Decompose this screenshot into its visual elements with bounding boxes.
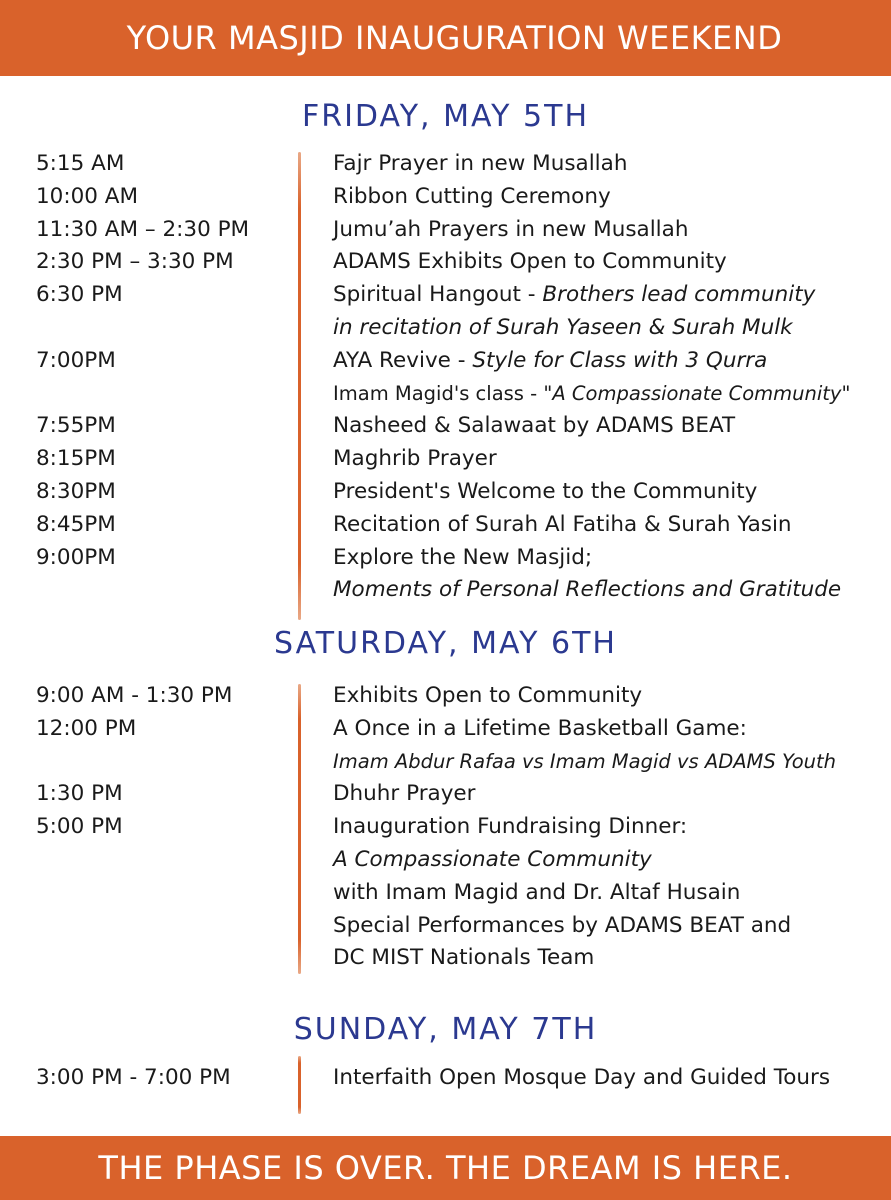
event-line [333, 778, 891, 811]
event-line [333, 345, 891, 378]
bottom-banner [0, 1136, 891, 1200]
event-text: Maghrib Prayer [333, 446, 497, 472]
event-line [333, 509, 891, 542]
event-text: Jumu’ah Prayers in new Musallah [333, 216, 689, 242]
sunday-heading: SUNDAY, MAY 7TH [293, 1012, 598, 1047]
event-text: DC MIST Nationals Team [333, 945, 595, 971]
event-time: 12:00 PM [36, 715, 137, 741]
event-time: 6:30 PM [36, 282, 123, 308]
friday-heading: FRIDAY, MAY 5TH [301, 99, 590, 134]
event-text: Fajr Prayer in new Musallah [333, 151, 628, 176]
event-line [333, 181, 891, 214]
event-description [333, 246, 891, 279]
event-line [333, 574, 891, 607]
event-row [0, 811, 891, 975]
event-row [0, 1062, 891, 1095]
event-text: A Once in a Lifetime Basketball Game: [333, 715, 747, 741]
event-description [333, 778, 891, 811]
event-line [333, 246, 891, 279]
event-row [0, 148, 891, 181]
event-line [333, 746, 891, 779]
event-description [333, 443, 891, 476]
event-text: ADAMS Exhibits Open to Community [333, 249, 727, 275]
event-row [0, 214, 891, 247]
event-text: Dhuhr Prayer [333, 781, 476, 807]
event-time: 5:00 PM [36, 814, 123, 840]
event-description [333, 148, 891, 181]
event-text: with Imam Magid and Dr. Altaf Husain [333, 879, 741, 905]
event-time: 11:30 AM – 2:30 PM [36, 216, 250, 242]
event-row [0, 680, 891, 713]
event-text: Imam Magid's class - " [333, 381, 553, 405]
event-italic-text: A Compassionate Community [333, 846, 652, 872]
event-row [0, 279, 891, 345]
event-time: 7:55PM [36, 413, 116, 439]
event-italic-text: Brothers lead community [542, 282, 816, 308]
event-time: 9:00 AM - 1:30 PM [36, 683, 233, 708]
event-text: Spiritual Hangout - [333, 282, 543, 308]
event-description [333, 214, 891, 247]
event-italic-text: in recitation of Surah Yaseen & Surah Mulk [333, 314, 793, 340]
saturday-heading: SATURDAY, MAY 6TH [274, 626, 617, 661]
event-description [333, 811, 891, 975]
event-italic-text: Style for Class with 3 Qurra [472, 347, 768, 373]
event-time: 3:00 PM - 7:00 PM [36, 1065, 231, 1090]
event-row [0, 476, 891, 509]
event-time: 2:30 PM – 3:30 PM [36, 249, 234, 275]
event-line [333, 378, 891, 411]
event-time: 8:30PM [36, 478, 116, 504]
event-row [0, 410, 891, 443]
event-line [333, 279, 891, 312]
event-italic-text: Imam Abdur Rafaa vs Imam Magid vs ADAMS Youth [333, 749, 837, 773]
event-text: AYA Revive - [333, 347, 473, 373]
event-row [0, 542, 891, 608]
banner-title: YOUR MASJID INAUGURATION WEEKEND [126, 19, 783, 57]
event-row [0, 778, 891, 811]
event-description [333, 680, 891, 713]
event-row [0, 345, 891, 411]
sunday-schedule [0, 1062, 891, 1095]
event-text: Ribbon Cutting Ceremony [333, 183, 611, 209]
event-time: 7:00PM [36, 347, 116, 373]
event-time: 10:00 AM [36, 183, 139, 209]
event-italic-text: Moments of Personal Reflections and Gratitude [333, 577, 842, 603]
event-description [333, 410, 891, 443]
event-line [333, 844, 891, 877]
event-line [333, 910, 891, 943]
event-row [0, 713, 891, 779]
event-text: Recitation of Surah Al Fatiha & Surah Yasin [333, 511, 792, 537]
event-line [333, 942, 891, 975]
event-text: Exhibits Open to Community [333, 683, 643, 708]
event-line [333, 811, 891, 844]
event-description [333, 1062, 891, 1095]
event-line [333, 410, 891, 443]
event-row [0, 246, 891, 279]
event-row [0, 181, 891, 214]
event-description [333, 542, 891, 608]
event-line [333, 148, 891, 181]
saturday-schedule [0, 680, 891, 975]
event-time: 9:00PM [36, 544, 116, 570]
event-time: 8:15PM [36, 446, 116, 472]
event-description [333, 279, 891, 345]
event-line [333, 443, 891, 476]
event-line [333, 877, 891, 910]
event-text: Inauguration Fundraising Dinner: [333, 814, 688, 840]
event-text: Nasheed & Salawaat by ADAMS BEAT [333, 413, 736, 439]
event-line [333, 312, 891, 345]
event-line [333, 713, 891, 746]
event-description [333, 345, 891, 411]
event-description [333, 713, 891, 779]
event-description [333, 509, 891, 542]
event-text: Special Performances by ADAMS BEAT and [333, 912, 792, 938]
event-time: 5:15 AM [36, 151, 125, 176]
event-text: Interfaith Open Mosque Day and Guided Tours [333, 1065, 831, 1090]
event-row [0, 509, 891, 542]
banner-tagline: THE PHASE IS OVER. THE DREAM IS HERE. [98, 1149, 793, 1187]
event-line [333, 542, 891, 575]
friday-schedule [0, 148, 891, 607]
top-banner [0, 0, 891, 76]
event-text: Explore the New Masjid; [333, 544, 593, 570]
event-line [333, 680, 891, 713]
event-description [333, 476, 891, 509]
event-italic-text: A Compassionate Community [552, 381, 842, 405]
event-description [333, 181, 891, 214]
event-text-tail: " [841, 381, 851, 405]
event-line [333, 476, 891, 509]
event-time: 8:45PM [36, 511, 116, 537]
event-line [333, 214, 891, 247]
event-text: President's Welcome to the Community [333, 478, 758, 504]
event-row [0, 443, 891, 476]
event-line [333, 1062, 891, 1095]
event-time: 1:30 PM [36, 781, 123, 807]
